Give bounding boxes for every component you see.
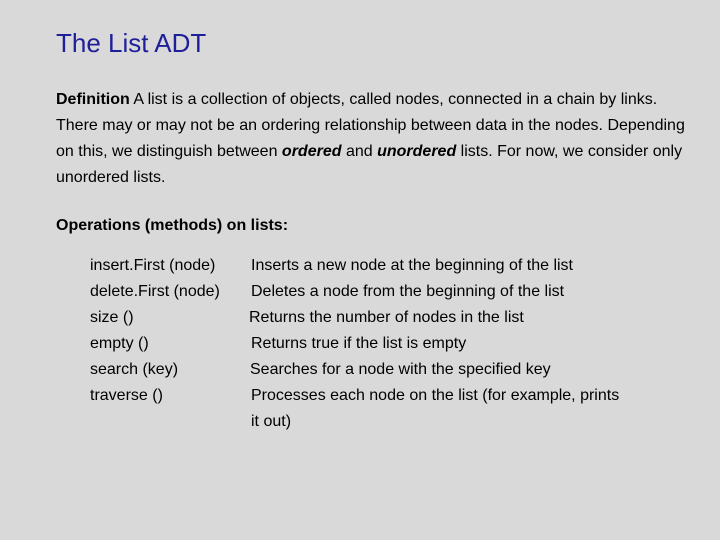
operation-name: delete.First (node): [90, 283, 220, 300]
operation-name: insert.First (node): [90, 257, 216, 274]
definition-unordered: unordered: [377, 143, 457, 160]
operation-name: traverse (): [90, 387, 163, 404]
definition-paragraph: [56, 87, 696, 191]
definition-label: Definition: [56, 91, 130, 108]
operation-name: search (key): [90, 361, 179, 378]
slide-title: The List ADT: [56, 28, 207, 58]
operation-name: empty (): [90, 335, 149, 352]
definition-text-1: A list is a collection of objects, called nodes, connected in a chain by links. There may or may not be an ordering relationship between data in the nodes. Depending on this, we distinguish between: [56, 91, 685, 160]
operation-description: Returns the number of nodes in the list: [249, 309, 524, 326]
definition-text-2: lists. For now, we consider only unordered lists.: [56, 143, 683, 186]
operations-heading: Operations (methods) on lists:: [56, 217, 289, 234]
operation-row: [0, 279, 720, 305]
operation-description: Searches for a node with the specified key: [250, 361, 551, 378]
operation-description: Returns true if the list is empty: [251, 335, 467, 352]
operation-row: [0, 305, 720, 331]
definition-and: and: [341, 143, 378, 160]
operation-description: Deletes a node from the beginning of the list: [251, 283, 565, 300]
operation-row: [0, 357, 720, 383]
operation-row: [0, 383, 720, 435]
operation-description: Processes each node on the list (for example, prints it out): [251, 387, 620, 430]
operation-row: [0, 331, 720, 357]
definition-ordered: ordered: [281, 143, 342, 160]
operation-name: size (): [90, 309, 134, 326]
operation-description: Inserts a new node at the beginning of the list: [251, 257, 573, 274]
operation-row: [0, 253, 720, 279]
